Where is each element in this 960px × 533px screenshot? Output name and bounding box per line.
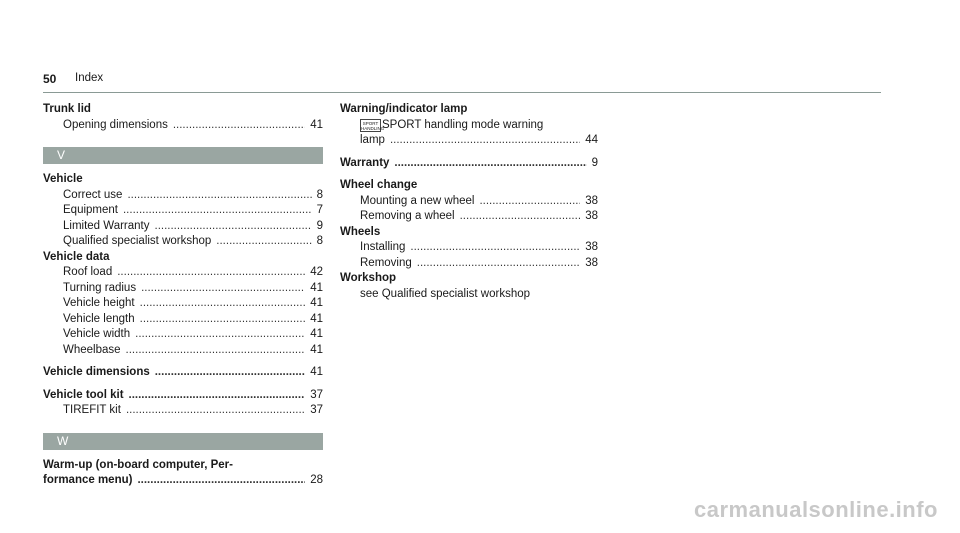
index-subentry[interactable]: Equipment ..... 7 — [43, 203, 323, 219]
index-subentry[interactable]: Correct use ..... 8 — [43, 188, 323, 204]
entry-warmup-line1: Warm-up (on-board computer, Per- — [43, 458, 233, 471]
sport-handling-item[interactable]: SPORT HANDLINGSPORT handling mode warning — [361, 118, 544, 131]
entry-workshop: Workshop — [340, 272, 397, 284]
watermark: carmanualsonline.info — [694, 497, 938, 522]
entry-vehicle-data: Vehicle data — [43, 250, 110, 263]
index-subentry[interactable]: Roof load ..... 42 — [43, 265, 323, 281]
sport-handling-icon: SPORT HANDLING — [361, 120, 385, 131]
page-header — [43, 70, 881, 93]
entry-trunk-lid: Trunk lid — [43, 103, 91, 115]
entry-vehicle-dimensions[interactable]: Vehicle dimensions ..... 41 — [43, 365, 323, 381]
index-subentry[interactable]: Wheelbase ..... 41 — [43, 343, 323, 359]
index-subentry[interactable]: Limited Warranty ..... 9 — [43, 219, 323, 235]
index-subentry[interactable]: Opening dimensions ..... 41 — [43, 118, 323, 134]
index-subentry[interactable]: Vehicle length ..... 41 — [43, 312, 323, 328]
index-subentry[interactable]: Mounting a new wheel ..... 38 — [340, 194, 598, 210]
index-subentry[interactable]: Vehicle width ..... 41 — [43, 327, 323, 343]
entry-vehicle-tool-kit[interactable]: Vehicle tool kit ..... 37 — [43, 388, 323, 404]
index-subentry[interactable]: TIREFIT kit ..... 37 — [43, 403, 323, 419]
entry-warmup[interactable]: formance menu) ..... 28 — [43, 473, 323, 489]
page-number: 50 — [43, 72, 57, 86]
letter-divider-w: W — [43, 433, 323, 450]
index-subentry[interactable]: lamp ..... 44 — [340, 133, 598, 149]
entry-vehicle: Vehicle — [43, 173, 83, 185]
workshop-see-reference[interactable]: see Qualified specialist workshop — [360, 287, 531, 300]
index-subentry[interactable]: Vehicle height ..... 41 — [43, 296, 323, 312]
index-column-left — [43, 102, 323, 489]
section-title: Index — [75, 72, 104, 84]
entry-wheels: Wheels — [340, 225, 381, 238]
letter-divider-v: V — [43, 147, 323, 164]
index-subentry[interactable]: Removing a wheel ..... 38 — [340, 209, 598, 225]
entry-warranty[interactable]: Warranty ..... 9 — [340, 156, 598, 172]
index-subentry[interactable]: Qualified specialist workshop ..... 8 — [43, 234, 323, 250]
index-subentry[interactable]: Turning radius ..... 41 — [43, 281, 323, 297]
index-subentry[interactable]: Installing ..... 38 — [340, 240, 598, 256]
index-column-right — [340, 102, 598, 302]
index-subentry[interactable]: Removing ..... 38 — [340, 256, 598, 272]
entry-warning-lamp: Warning/indicator lamp — [340, 103, 468, 115]
entry-wheel-change: Wheel change — [340, 179, 418, 191]
